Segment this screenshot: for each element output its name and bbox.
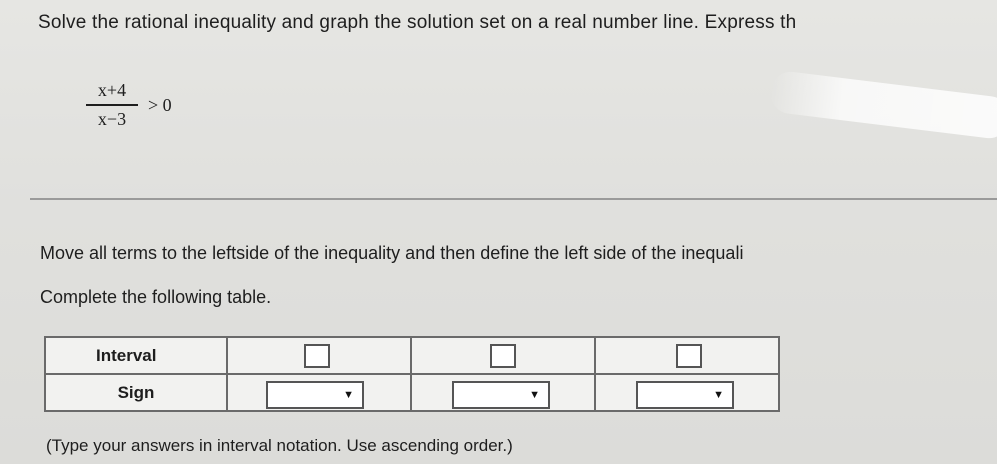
interval-input-2[interactable] — [490, 344, 516, 368]
sign-table — [44, 336, 780, 412]
chevron-down-icon: ▼ — [529, 389, 540, 401]
interval-input-3[interactable] — [676, 344, 702, 368]
sign-cell-1 — [227, 374, 411, 411]
sign-select-2[interactable] — [452, 381, 550, 409]
sign-select-3[interactable] — [636, 381, 734, 409]
interval-row — [45, 337, 779, 374]
numerator: x+4 — [97, 80, 127, 100]
question-text: Solve the rational inequality and graph the solution set on a real number line. Express th — [38, 12, 797, 33]
relation: > 0 — [148, 94, 172, 115]
interval-input-1[interactable] — [304, 344, 330, 368]
interval-header: Interval — [45, 337, 227, 374]
instruction-line-1: Move all terms to the leftside of the inequality and then define the left side of the inequali — [40, 243, 744, 263]
instruction-line-2: Complete the following table. — [40, 287, 272, 307]
section-divider — [30, 198, 997, 200]
chevron-down-icon: ▼ — [343, 389, 354, 401]
inequality-expression — [86, 80, 172, 130]
fraction — [86, 80, 138, 130]
answer-format-note: (Type your answers in interval notation. Use ascending order.) — [46, 436, 513, 455]
sign-select-1[interactable] — [266, 381, 364, 409]
fraction-bar — [86, 104, 138, 106]
interval-cell-2 — [411, 337, 595, 374]
screen-glare — [768, 70, 997, 141]
denominator: x−3 — [97, 109, 127, 129]
sign-cell-2 — [411, 374, 595, 411]
interval-cell-3 — [595, 337, 779, 374]
sign-cell-3 — [595, 374, 779, 411]
interval-cell-1 — [227, 337, 411, 374]
sign-row — [45, 374, 779, 411]
chevron-down-icon: ▼ — [713, 389, 724, 401]
sign-header: Sign — [45, 374, 227, 411]
